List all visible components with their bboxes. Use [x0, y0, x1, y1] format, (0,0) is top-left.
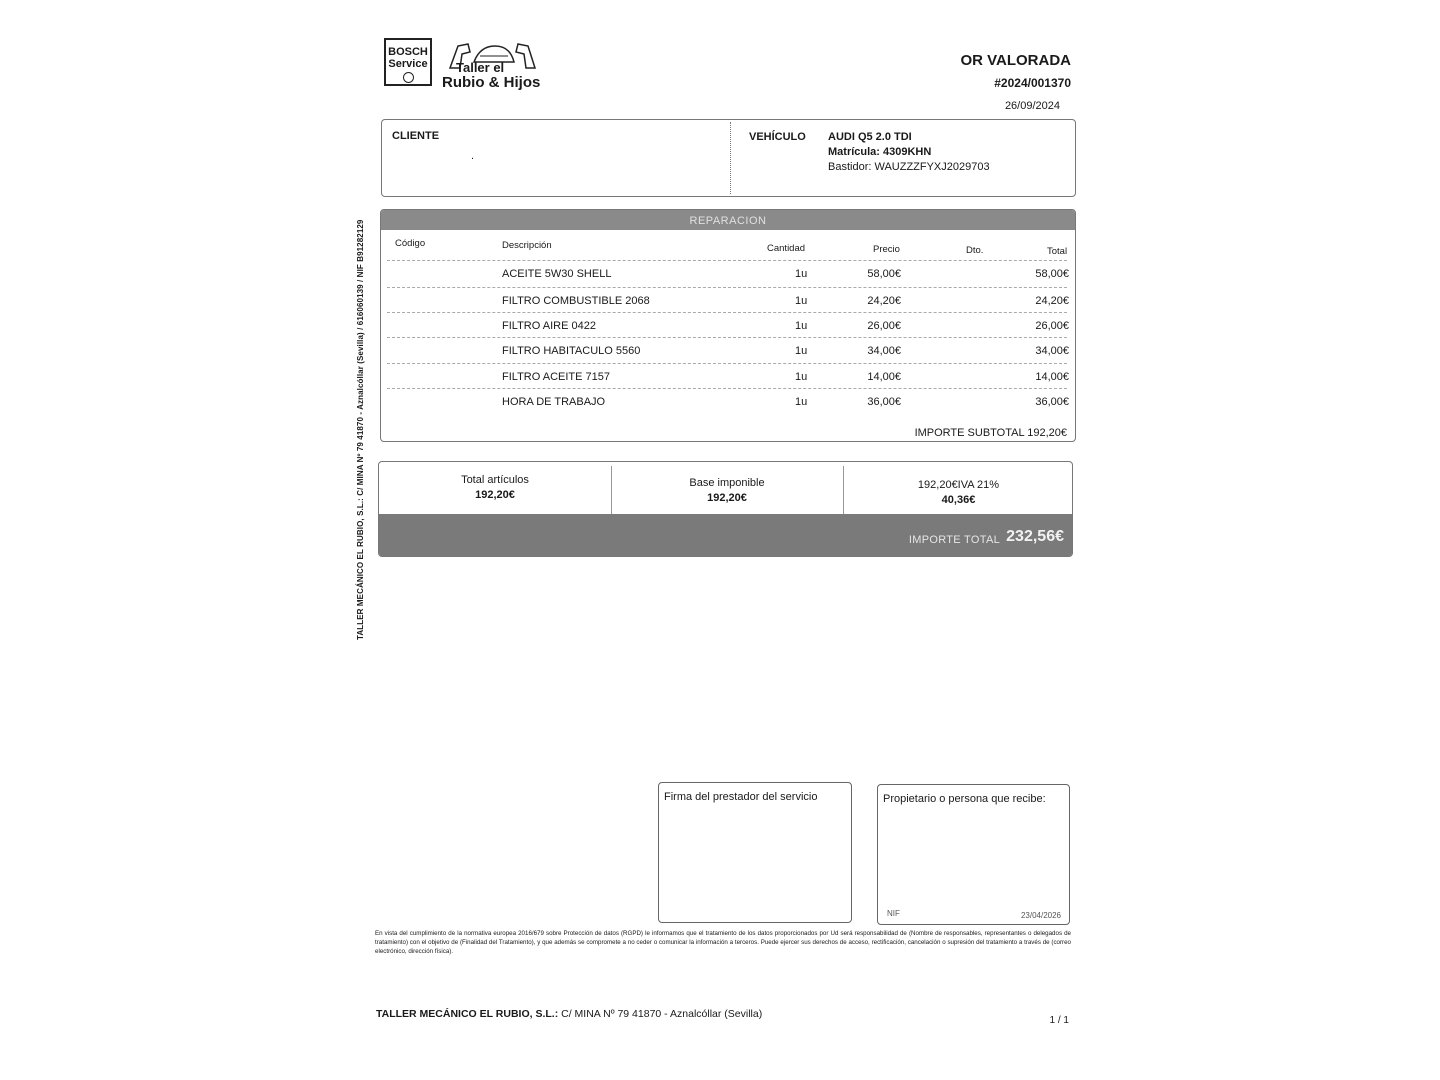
totals-box [378, 461, 1073, 557]
vehicle-details [828, 130, 990, 175]
recipient-signature-label: Propietario o persona que recibe: [883, 793, 1046, 805]
base-label: Base imponible [689, 477, 765, 489]
total-articles-value: 192,20€ [475, 489, 515, 501]
col-price: Precio [873, 244, 900, 255]
total-bar [379, 514, 1072, 557]
subtotal: IMPORTE SUBTOTAL 192,20€ [914, 427, 1067, 439]
vehicle-vin: Bastidor: WAUZZZFYXJ2029703 [828, 161, 990, 173]
client-label: CLIENTE [392, 130, 440, 142]
row-description: HORA DE TRABAJO [502, 396, 606, 408]
taller-line2: Rubio & Hijos [442, 74, 541, 91]
footer-company-address: C/ MINA Nº 79 41870 - Aznalcóllar (Sevilla) [558, 1008, 763, 1020]
row-price: 34,00€ [867, 345, 901, 357]
col-discount: Dto. [966, 245, 984, 256]
recipient-signature-box [877, 784, 1070, 925]
taller-line1: Taller el [456, 60, 505, 75]
client-value: . [471, 150, 475, 162]
taller-logo [440, 38, 550, 94]
vehicle-label: VEHÍCULO [749, 131, 806, 143]
base-value: 192,20€ [707, 492, 747, 504]
total-articles-label: Total artículos [461, 474, 529, 486]
row-price: 58,00€ [867, 268, 901, 280]
total-articles-cell [379, 462, 611, 514]
row-price: 26,00€ [867, 320, 901, 332]
row-description: FILTRO ACEITE 7157 [502, 371, 611, 383]
recipient-nif-label: NIF [887, 909, 900, 918]
col-code: Código [395, 238, 426, 249]
document-number: #2024/001370 [994, 76, 1071, 90]
col-description: Descripción [502, 240, 552, 251]
row-total: 58,00€ [1035, 268, 1069, 280]
iva-cell [843, 462, 1073, 514]
footer-company [376, 1008, 762, 1020]
service-label: Service [388, 58, 428, 70]
row-total: 36,00€ [1035, 396, 1069, 408]
row-price: 36,00€ [867, 396, 901, 408]
row-description: FILTRO HABITACULO 5560 [502, 345, 641, 357]
document-date: 26/09/2024 [1004, 100, 1060, 112]
row-quantity: 1u [795, 371, 808, 383]
row-quantity: 1u [795, 320, 808, 332]
recipient-date: 23/04/2026 [1020, 911, 1061, 920]
client-vehicle-box [381, 119, 1076, 197]
row-total: 34,00€ [1035, 345, 1069, 357]
row-total: 24,20€ [1035, 295, 1069, 307]
vehicle-model: AUDI Q5 2.0 TDI [828, 131, 912, 143]
table-row [387, 388, 1067, 414]
company-logo [384, 38, 550, 94]
vehicle-plate: Matrícula: 4309KHN [828, 146, 932, 158]
row-description: ACEITE 5W30 SHELL [502, 268, 612, 280]
provider-signature-box [658, 782, 852, 923]
table-row [387, 337, 1067, 363]
row-price: 24,20€ [867, 295, 901, 307]
row-description: FILTRO COMBUSTIBLE 2068 [502, 295, 650, 307]
row-description: FILTRO AIRE 0422 [502, 320, 596, 332]
repair-section-title: REPARACION [381, 210, 1075, 230]
table-row [387, 363, 1067, 389]
col-quantity: Cantidad [767, 243, 806, 254]
col-total: Total [1047, 246, 1068, 257]
document-title: OR VALORADA [960, 52, 1071, 69]
bosch-service-logo [384, 38, 432, 86]
iva-value: 40,36€ [941, 494, 976, 506]
table-row [387, 287, 1067, 313]
bosch-label: BOSCH [388, 46, 428, 58]
page-number: 1 / 1 [1049, 1015, 1069, 1026]
provider-signature-label: Firma del prestador del servicio [664, 791, 818, 803]
iva-label: 192,20€IVA 21% [917, 479, 1000, 491]
info-divider [730, 122, 731, 194]
table-row [387, 260, 1067, 286]
legal-notice: En vista del cumplimiento de la normativa europea 2016/679 sobre Protección de datos (RGPD) le informamos que el tratamiento de los datos proporcionados por Ud será responsabilidad de (Nombre de responsables, representantes o delegados de tratamiento) con el objetivo de (Finalidad del Tratamiento), y que además se compromete a no ceder o comunicar la información a terceros. Puede ejercer sus derechos de acceso, rectificación, cancelación o supresión del tratamiento a través de (correo electrónico, dirección física). [375, 930, 1071, 955]
row-quantity: 1u [795, 396, 808, 408]
base-cell [611, 462, 843, 514]
row-total: 26,00€ [1035, 320, 1069, 332]
footer-company-name: TALLER MECÁNICO EL RUBIO, S.L.: [376, 1008, 559, 1020]
total-label: IMPORTE TOTAL [908, 534, 1000, 546]
total-value: 232,56€ [1006, 528, 1064, 545]
row-quantity: 1u [795, 268, 808, 280]
bosch-mark-icon [403, 72, 414, 83]
row-quantity: 1u [795, 345, 808, 357]
repair-table [380, 209, 1076, 442]
side-company-info: TALLER MECÁNICO EL RUBIO, S.L.: C/ MINA Nº 79 41870 - Aznalcóllar (Sevilla) / 616060139 / NIF B91282129 [356, 219, 365, 640]
row-price: 14,00€ [867, 371, 901, 383]
table-row [387, 312, 1067, 338]
row-total: 14,00€ [1035, 371, 1069, 383]
row-quantity: 1u [795, 295, 808, 307]
